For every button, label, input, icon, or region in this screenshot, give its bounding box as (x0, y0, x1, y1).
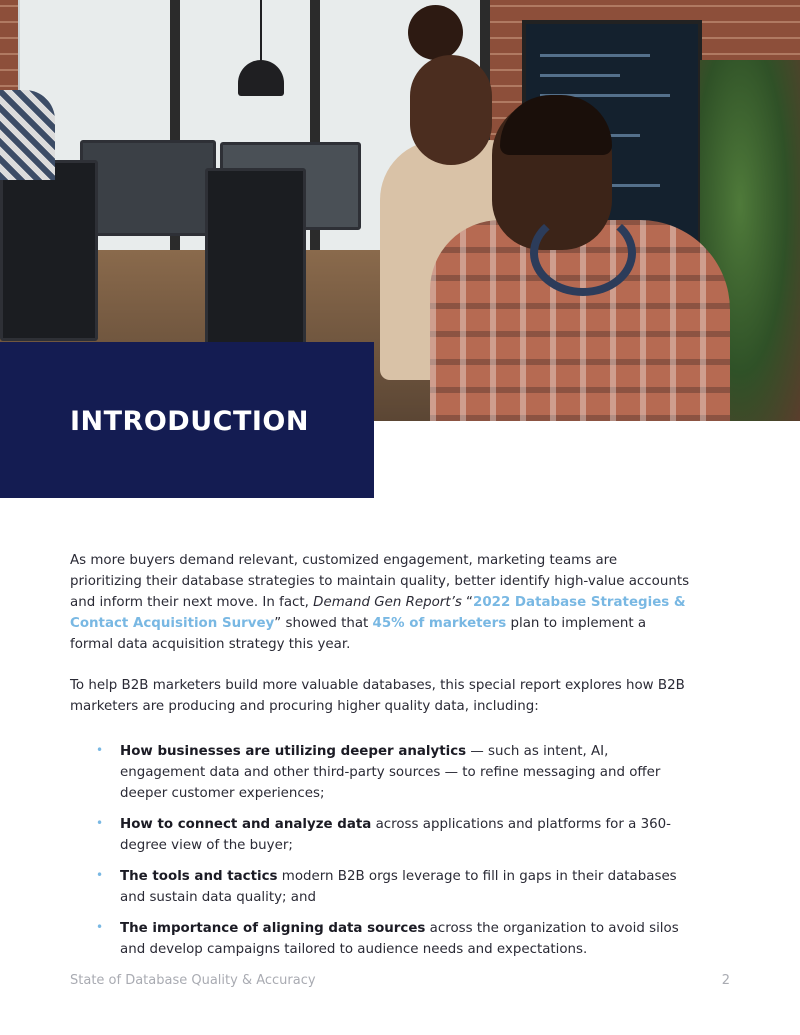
background-monitor (80, 140, 216, 236)
page-footer (70, 973, 730, 988)
lamp-cord (260, 0, 262, 62)
footer-doc-title: State of Database Quality & Accuracy (70, 973, 316, 988)
headphones-icon (530, 210, 636, 296)
list-item: • How to connect and analyze data across applications and platforms for a 360-degree view of the buyer; (120, 814, 690, 856)
stat-link[interactable]: 45% of marketers (372, 616, 507, 631)
desk-monitor (205, 168, 306, 346)
list-item: • How businesses are utilizing deeper analytics — such as intent, AI, engagement data and other third-party sources — to refine messaging and offer deeper customer experiences; (120, 741, 690, 804)
survey-link[interactable]: 2022 Database Strategies & Contact Acquisition Survey (70, 595, 686, 631)
title-block (0, 342, 374, 498)
body-content (70, 550, 690, 970)
list-item: • The tools and tactics modern B2B orgs leverage to fill in gaps in their databases and sustain data quality; and (120, 866, 690, 908)
page-title: INTRODUCTION (70, 406, 309, 437)
source-name: Demand Gen Report’s (313, 595, 462, 610)
coworker-sleeve (0, 90, 55, 180)
list-item: • The importance of aligning data sources across the organization to avoid silos and develop campaigns tailored to audience needs and expectations. (120, 918, 690, 960)
desk-monitor (0, 160, 98, 341)
intro-paragraph-2: To help B2B marketers build more valuable databases, this special report explores how B2B marketers are producing and procuring higher quality data, including: (70, 678, 685, 714)
topics-list (70, 741, 690, 960)
page-number: 2 (721, 973, 730, 988)
woman-hair-bun (408, 5, 463, 60)
intro-paragraph-1: As more buyers demand relevant, customized engagement, marketing teams are prioritizing their database strategies to maintain quality, better identify high-value accounts and inform their next move. In fact, Demand Gen Report’s “2022 Database Strategies & Contact Acquisition Survey” showed that 45% of marketers plan to implement a formal data acquisition strategy this year. (70, 553, 690, 652)
woman-head (410, 55, 492, 165)
